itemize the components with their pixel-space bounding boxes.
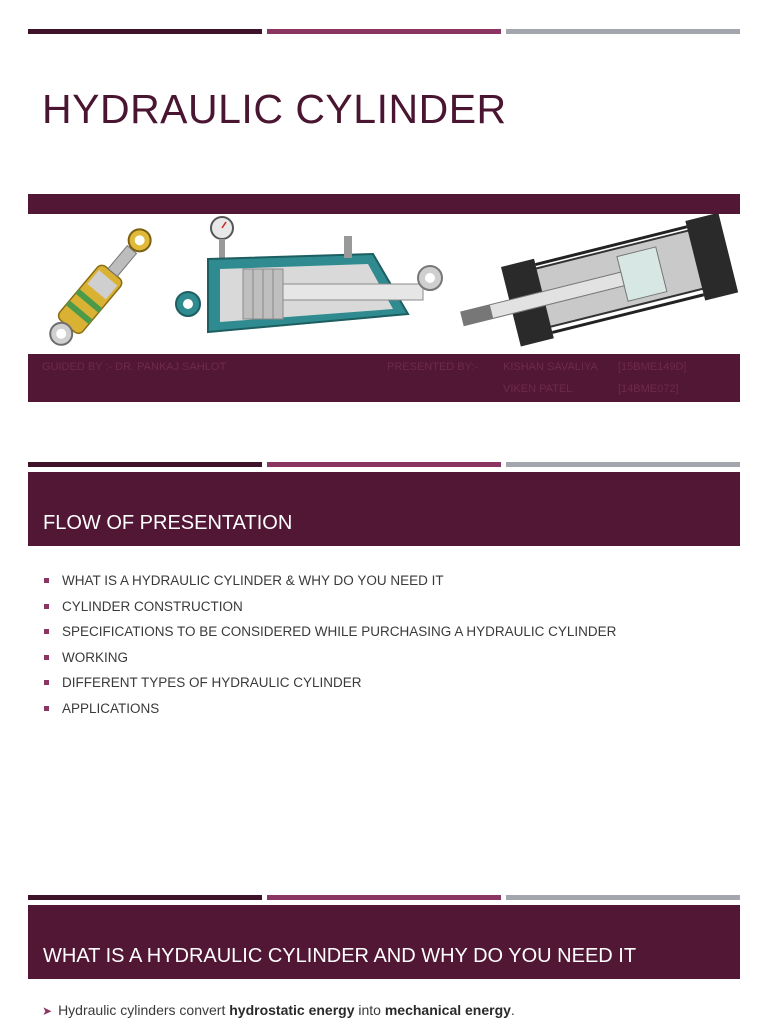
stripe-grey: [506, 29, 740, 34]
stripe-magenta: [267, 895, 501, 900]
bold-term: hydrostatic energy: [229, 1002, 355, 1018]
slide3-bullet: [42, 1002, 515, 1018]
stripe-magenta: [267, 462, 501, 467]
slide3-top-stripes: [28, 895, 740, 900]
stripe-dark: [28, 462, 262, 467]
list-item: [42, 596, 616, 622]
cylinder-images: [28, 214, 740, 354]
list-item: [42, 621, 616, 647]
stripe-grey: [506, 895, 740, 900]
presenter-name: KISHAN SAVALIYA: [503, 361, 598, 373]
list-item-text: SPECIFICATIONS TO BE CONSIDERED WHILE PURCHASING A HYDRAULIC CYLINDER: [62, 624, 617, 639]
slide2-title: FLOW OF PRESENTATION: [43, 512, 293, 534]
presenter-id: [14BME072]: [618, 383, 679, 395]
arrow-bullet-icon: ➤: [42, 1004, 53, 1018]
bold-term: mechanical energy: [384, 1002, 511, 1018]
presenter-name: VIKEN PATEL: [503, 383, 573, 395]
bullet-text: .: [510, 1002, 515, 1018]
credits-bar: [28, 354, 740, 402]
yellow-cylinder-image: [28, 214, 178, 354]
stripe-magenta: [267, 29, 501, 34]
list-item: [42, 570, 616, 596]
square-bullet-icon: [44, 578, 49, 583]
square-bullet-icon: [44, 604, 49, 609]
stripe-dark: [28, 29, 262, 34]
square-bullet-icon: [44, 706, 49, 711]
list-item-text: CYLINDER CONSTRUCTION: [62, 598, 243, 614]
list-item-text: WORKING: [62, 649, 128, 665]
list-item: [42, 647, 616, 673]
slide1-title: HYDRAULIC CYLINDER: [42, 86, 507, 132]
list-item: [42, 698, 616, 724]
tie-rod-cylinder-image: [448, 214, 740, 354]
square-bullet-icon: [44, 655, 49, 660]
presented-by-label: PRESENTED BY:-: [387, 361, 479, 373]
cutaway-cylinder-image: [168, 214, 448, 354]
bullet-text: Hydraulic cylinders convert: [58, 1002, 230, 1018]
slide2-top-stripes: [28, 462, 740, 467]
presentation-outline: [42, 570, 616, 723]
guided-by-text: GUIDED BY :- DR. PANKAJ SAHLOT: [42, 361, 227, 373]
list-item-text: DIFFERENT TYPES OF HYDRAULIC CYLINDER: [62, 675, 362, 690]
slide1-header-bar: [28, 194, 740, 214]
presenter-id: [15BME149D]: [618, 361, 687, 373]
list-item: [42, 672, 616, 698]
slide1-top-stripes: [28, 29, 740, 34]
square-bullet-icon: [44, 629, 49, 634]
stripe-dark: [28, 895, 262, 900]
stripe-grey: [506, 462, 740, 467]
slide3-title: WHAT IS A HYDRAULIC CYLINDER AND WHY DO YOU NEED IT: [43, 945, 637, 967]
bullet-text: into: [354, 1002, 385, 1018]
square-bullet-icon: [44, 680, 49, 685]
list-item-text: APPLICATIONS: [62, 700, 160, 716]
list-item-text: WHAT IS A HYDRAULIC CYLINDER & WHY DO YOU NEED IT: [62, 573, 444, 588]
